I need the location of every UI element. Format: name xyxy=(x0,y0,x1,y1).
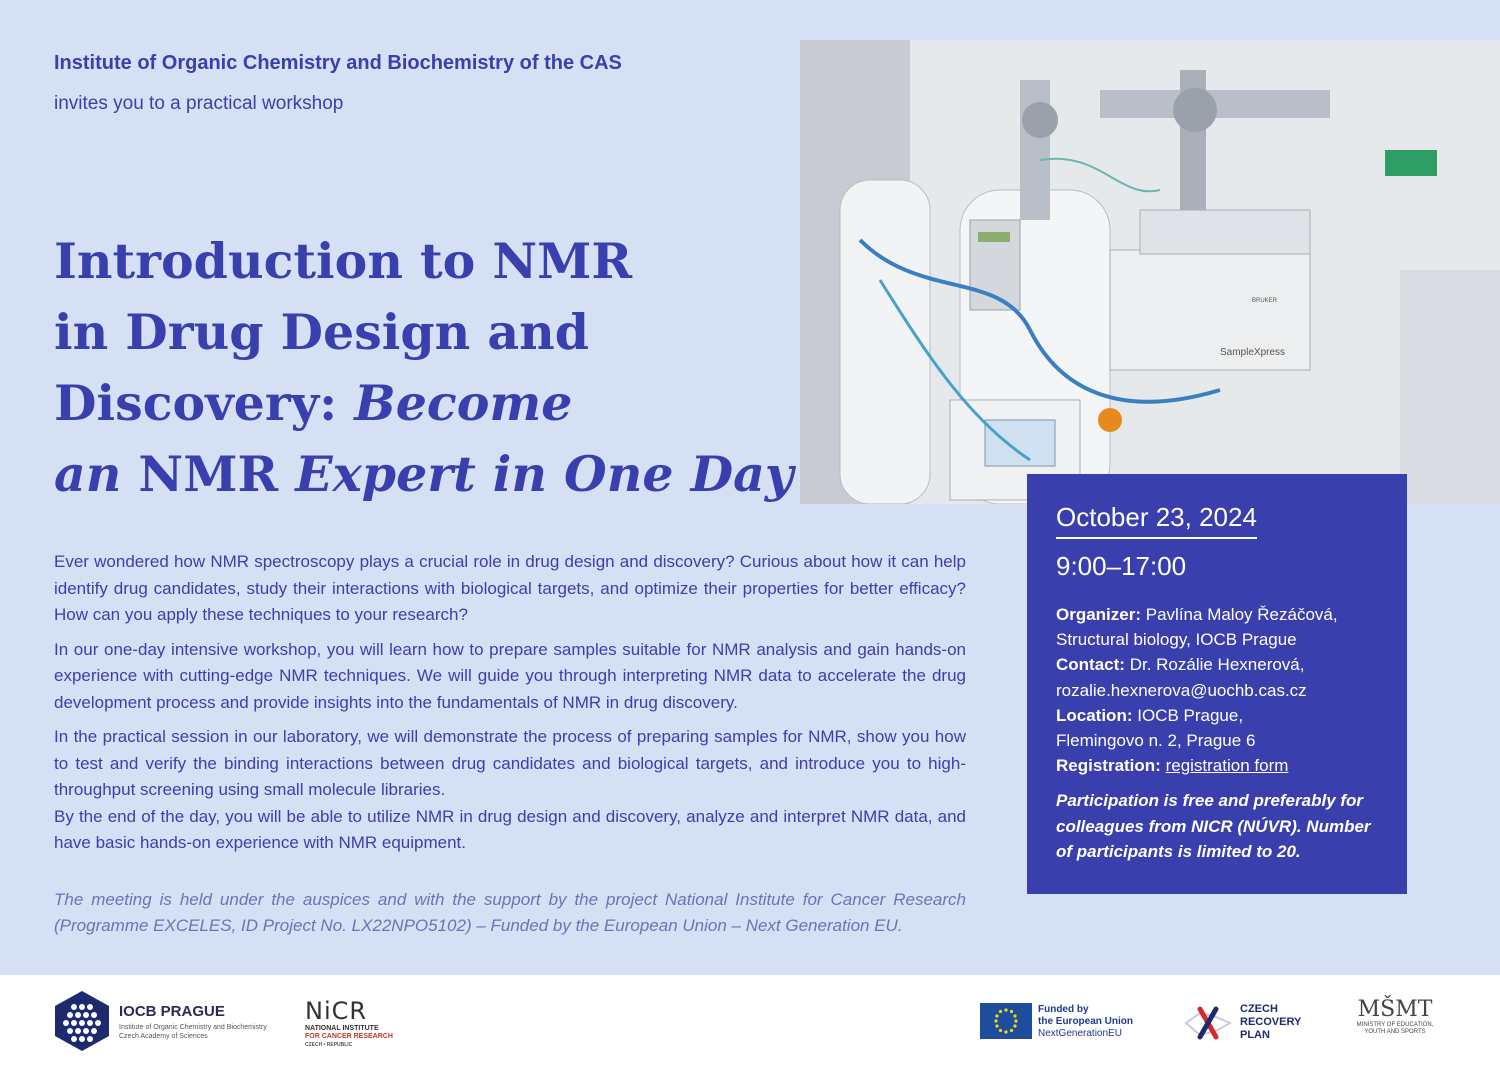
organizer-value: Pavlína Maloy Řezáčová, xyxy=(1145,605,1338,624)
eu-logo-line-2: the European Union xyxy=(1038,1016,1133,1027)
eu-flag-icon xyxy=(980,1003,1032,1039)
title-line-4 xyxy=(54,439,794,510)
msmt-logo xyxy=(1345,997,1445,1047)
nmr-photo-illustration xyxy=(800,40,1500,504)
location-value: IOCB Prague, xyxy=(1137,705,1244,725)
funding-note: The meeting is held under the auspices and with the support by the project National Institute for Cancer Research (Programme EXCELES, ID Project No. LX22NPO5102) – Funded by the European Union – Next Generation EU. xyxy=(54,890,966,935)
description-paragraph-1: Ever wondered how NMR spectroscopy plays a crucial role in drug design and discovery? Curious about how it can help identify drug candidates, study their interactions with biological targets, and optimize their properties for better efficacy? How can you apply these techniques to your research? xyxy=(54,552,966,624)
description-paragraph-4: By the end of the day, you will be able to utilize NMR in drug design and discovery, analyze and interpret NMR data, and have basic hands-on experience with NMR equipment. xyxy=(54,806,966,852)
nicr-logo-sub-1: NATIONAL INSTITUTE xyxy=(305,1025,379,1032)
contact-label: Contact: xyxy=(1056,655,1125,675)
czech-recovery-plan-logo xyxy=(1182,999,1322,1047)
title-line-3-italic: Become xyxy=(354,374,573,432)
msmt-logo-sub-1: MINISTRY OF EDUCATION, xyxy=(1356,1022,1434,1028)
nmr-spectrometer-photo xyxy=(800,40,1500,504)
location-line xyxy=(1056,703,1379,728)
organizer-label: Organizer: xyxy=(1056,605,1142,624)
nicr-logo-title: NiCR xyxy=(305,997,368,1025)
title-line-4-italic2: Expert in One Day xyxy=(295,445,794,503)
nicr-logo-sub-3: CZECH • REPUBLIC xyxy=(305,1042,353,1048)
msmt-logo-mark: MŠMT xyxy=(1357,997,1433,1022)
eu-funding-logo xyxy=(980,1003,1150,1043)
iocb-logo-subtitle: Institute of Organic Chemistry and Biochemistry Czech Academy of Sciences xyxy=(119,1024,267,1040)
eu-logo-text xyxy=(1038,1004,1133,1040)
nicr-logo xyxy=(305,997,405,1047)
registration-form-link[interactable]: registration form xyxy=(1165,756,1289,776)
eu-logo-line-3: NextGenerationEU xyxy=(1038,1028,1122,1039)
title-line-3 xyxy=(54,368,794,439)
iocb-hexagon-icon xyxy=(53,990,111,1052)
msmt-logo-sub-2: YOUTH AND SPORTS xyxy=(1364,1029,1426,1035)
title-line-4-italic: an xyxy=(54,445,122,503)
organizer-line-2: Structural biology, IOCB Prague xyxy=(1056,630,1297,650)
page-title xyxy=(54,226,794,510)
description-paragraph-3: In the practical session in our laboratory, we will demonstrate the process of preparing samples for NMR, show you how to test and verify the binding interactions between drug candidates and biological targets, and introduce you to high-throughput screening using small molecule libraries. xyxy=(54,727,966,799)
footer xyxy=(0,975,1500,1068)
recovery-plan-line-3: PLAN xyxy=(1240,1029,1270,1041)
iocb-logo xyxy=(53,992,267,1052)
nicr-logo-sub-2: FOR CANCER RESEARCH xyxy=(305,1033,393,1040)
title-line-3-plain: Discovery: xyxy=(54,374,355,432)
photo-label-samplexpress: SampleXpress xyxy=(1220,347,1286,358)
contact-line xyxy=(1056,652,1379,677)
event-date: October 23, 2024 xyxy=(1056,502,1257,539)
description-paragraph-2: In our one-day intensive workshop, you will learn how to prepare samples suitable for NMR analysis and gain hands-on experience with cutting-edge NMR techniques. We will guide you through interpreting NMR data to accelerate the drug development process and provide insights into the fundamentals of NMR in drug discovery. xyxy=(54,639,966,712)
event-info-box xyxy=(1027,474,1407,894)
recovery-plan-icon xyxy=(1182,1001,1234,1045)
title-line-1: Introduction to NMR xyxy=(54,232,633,290)
contact-value: Dr. Rozálie Hexnerová, xyxy=(1129,655,1305,675)
recovery-plan-text xyxy=(1240,1003,1301,1042)
contact-email[interactable]: rozalie.hexnerova@uochb.cas.cz xyxy=(1056,680,1307,700)
location-label: Location: xyxy=(1056,705,1133,725)
recovery-plan-line-1: CZECH xyxy=(1240,1003,1278,1015)
location-line-2: Flemingovo n. 2, Prague 6 xyxy=(1056,731,1256,751)
event-time: 9:00–17:00 xyxy=(1056,551,1187,581)
iocb-logo-title: IOCB PRAGUE xyxy=(119,1003,225,1020)
title-line-2: in Drug Design and xyxy=(54,303,590,361)
header-org: Institute of Organic Chemistry and Biochemistry of the CAS xyxy=(54,52,622,74)
title-line-4-rest: NMR xyxy=(121,445,296,503)
eu-logo-line-1: Funded by xyxy=(1038,1004,1089,1015)
description xyxy=(54,549,966,865)
photo-label-bruker: BRUKER xyxy=(1252,298,1278,304)
organizer-line xyxy=(1056,602,1379,627)
registration-label: Registration: xyxy=(1056,756,1161,776)
registration-line xyxy=(1056,753,1379,778)
header-invite: invites you to a practical workshop xyxy=(54,93,344,114)
recovery-plan-line-2: RECOVERY xyxy=(1240,1016,1302,1028)
event-details xyxy=(1056,602,1379,778)
participation-note: Participation is free and preferably for colleagues from NICR (NÚVR). Number of participants is limited to 20. xyxy=(1056,791,1371,862)
